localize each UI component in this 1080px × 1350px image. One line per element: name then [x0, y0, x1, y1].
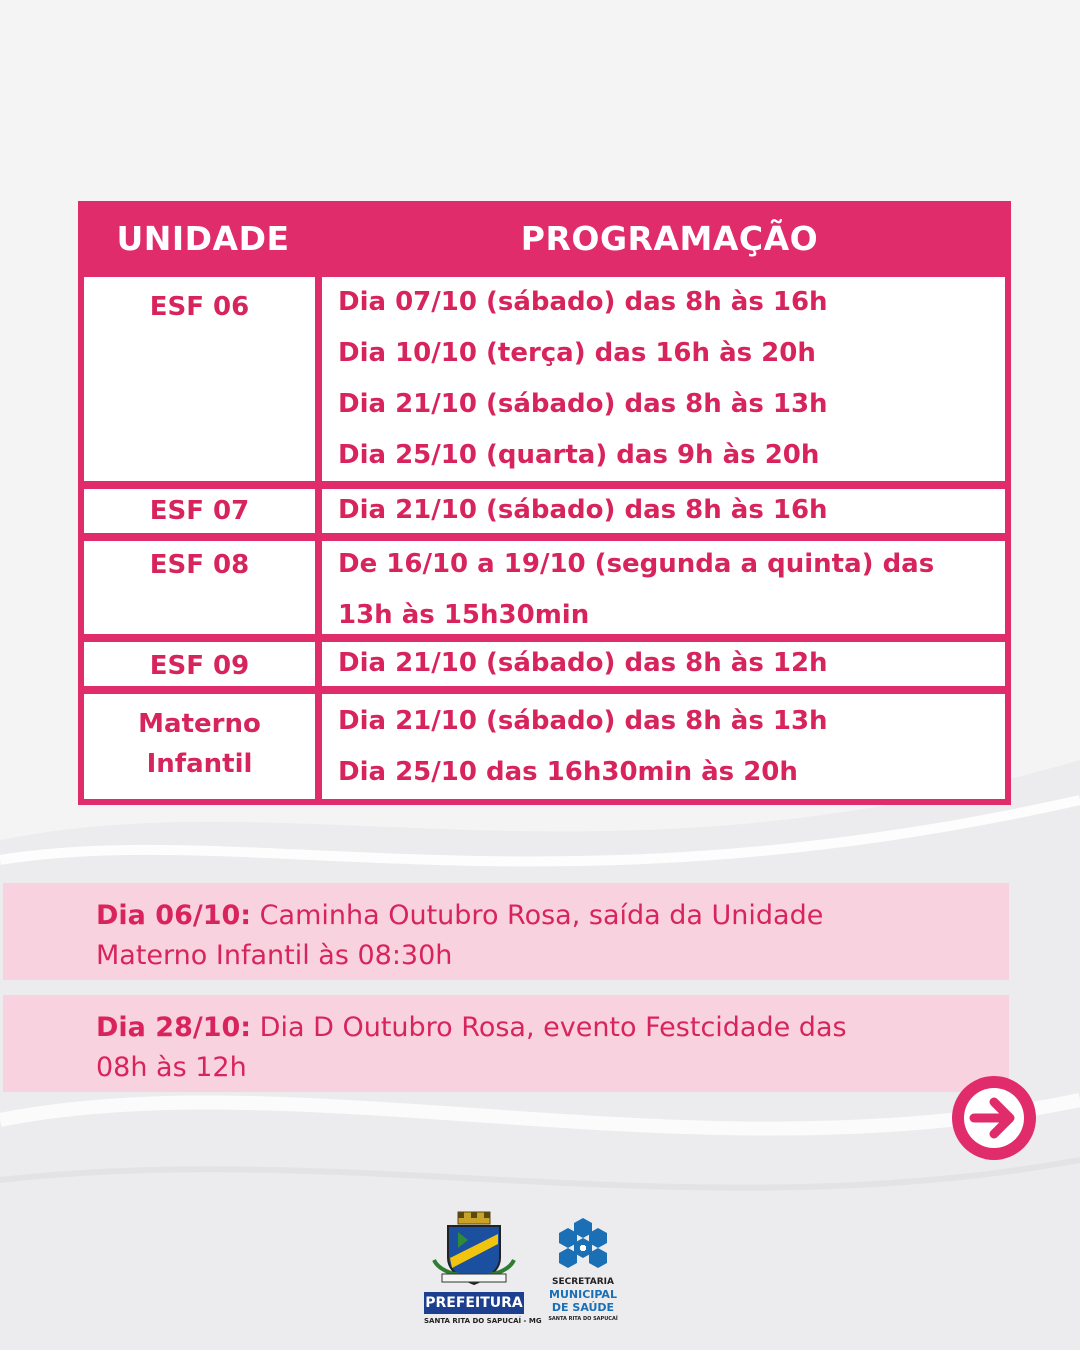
secretaria-line3: DE SAÚDE [551, 1301, 615, 1314]
event-banner [3, 883, 1009, 980]
prefeitura-name: PREFEITURA [424, 1292, 524, 1314]
unit-cell [84, 541, 315, 634]
secretaria-line2: MUNICIPAL [549, 1288, 617, 1301]
schedule-cell [322, 489, 1005, 533]
unit-cell [84, 489, 315, 533]
event-date: Dia 28/10: [96, 1012, 252, 1043]
schedule-cell [322, 694, 1005, 799]
header-unit: UNIDADE [116, 219, 290, 258]
schedule-cell [322, 541, 1005, 634]
arrow-right-circle-icon[interactable] [950, 1074, 1038, 1162]
schedule-line: De 16/10 a 19/10 (segunda a quinta) das [338, 549, 935, 579]
coat-of-arms-icon [424, 1210, 524, 1286]
unit-name: ESF 07 [149, 496, 250, 526]
event-banner [3, 995, 1009, 1092]
unit-cell [84, 694, 315, 799]
prefeitura-logo [424, 1210, 542, 1325]
schedule-line: Dia 21/10 (sábado) das 8h às 13h [338, 389, 828, 419]
secretaria-logo [548, 1216, 618, 1322]
schedule-cell [322, 642, 1005, 686]
schedule-line: Dia 21/10 (sábado) das 8h às 13h [338, 706, 828, 736]
unit-name: ESF 09 [149, 651, 250, 681]
unit-name: Materno [138, 709, 261, 739]
unit-cell [84, 642, 315, 686]
schedule-cell [322, 277, 1005, 481]
event-text: Materno Infantil às 08:30h [96, 940, 453, 971]
schedule-line: Dia 25/10 (quarta) das 9h às 20h [338, 440, 820, 470]
unit-name: ESF 08 [149, 550, 250, 580]
event-date: Dia 06/10: [96, 900, 252, 931]
unit-cell [84, 277, 315, 481]
schedule-table [78, 201, 1011, 805]
header-schedule: PROGRAMAÇÃO [520, 219, 819, 258]
schedule-line: 13h às 15h30min [338, 600, 590, 630]
secretaria-line1: SECRETARIA [552, 1277, 614, 1287]
event-text: Dia D Outubro Rosa, evento Festcidade das [251, 1012, 847, 1043]
event-text: 08h às 12h [96, 1052, 247, 1083]
unit-name: ESF 06 [149, 292, 250, 322]
health-hexagon-icon [548, 1216, 618, 1270]
prefeitura-place: SANTA RITA DO SAPUCAÍ - MG [424, 1317, 542, 1325]
schedule-line: Dia 21/10 (sábado) das 8h às 16h [338, 495, 828, 525]
secretaria-place: SANTA RITA DO SAPUCAÍ [548, 1316, 618, 1322]
schedule-line: Dia 25/10 das 16h30min às 20h [338, 757, 798, 787]
schedule-line: Dia 21/10 (sábado) das 8h às 12h [338, 648, 828, 678]
schedule-line: Dia 10/10 (terça) das 16h às 20h [338, 338, 816, 368]
event-text: Caminha Outubro Rosa, saída da Unidade [251, 900, 824, 931]
schedule-line: Dia 07/10 (sábado) das 8h às 16h [338, 287, 828, 317]
unit-name: Infantil [146, 749, 253, 779]
